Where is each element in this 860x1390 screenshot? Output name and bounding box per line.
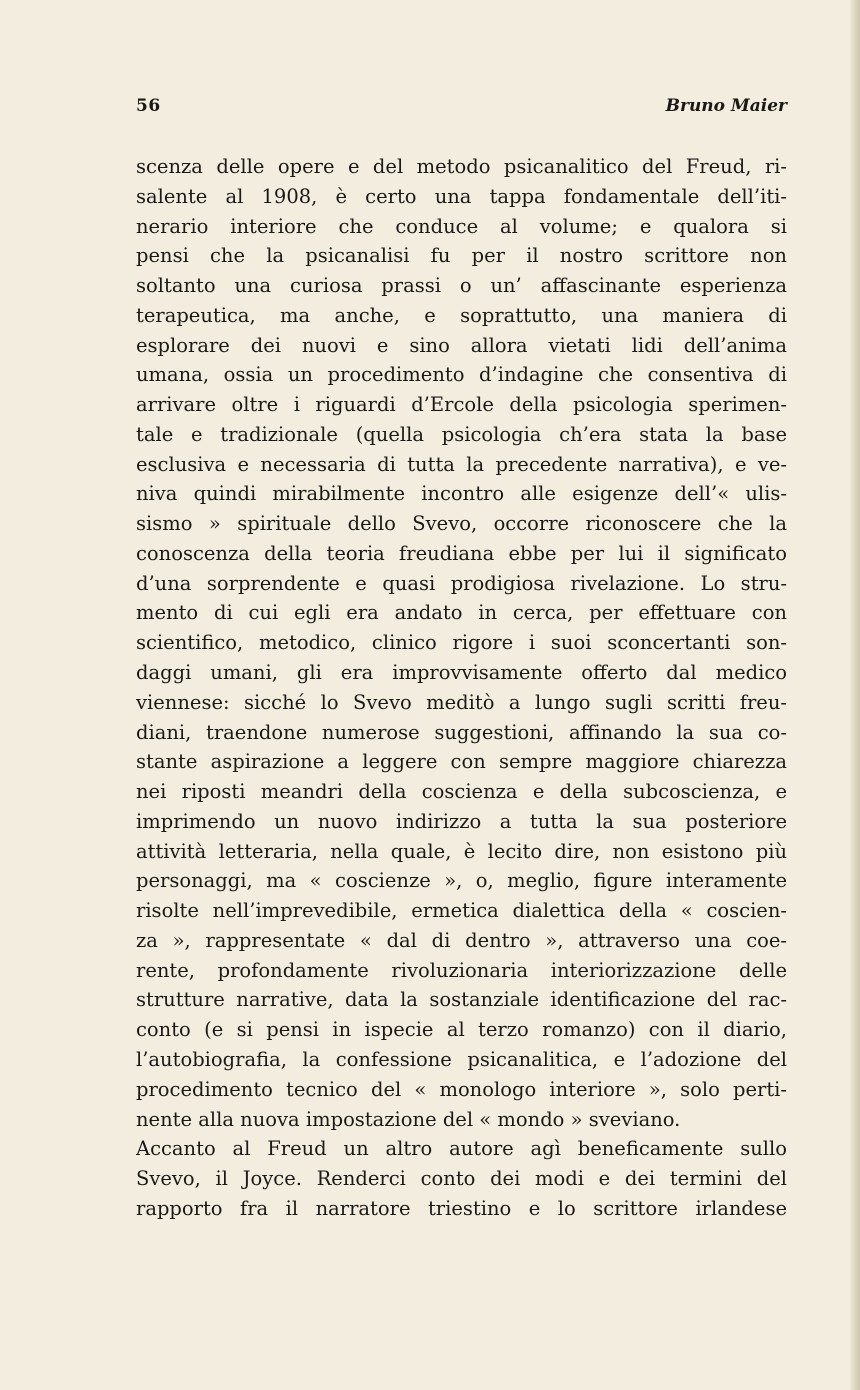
text-line: pensi che la psicanalisi fu per il nostro scrittore non [136,244,787,268]
text-line: diani, traendone numerose suggestioni, affinando la sua co- [136,720,787,744]
text-line: esplorare dei nuovi e sino allora vietati lidi dell’anima [136,333,787,357]
text-line: daggi umani, gli era improvvisamente offerto dal medico [136,661,787,685]
text-line: strutture narrative, data la sostanziale identificazione del rac- [136,988,787,1012]
text-line: nerario interiore che conduce al volume; e qualora si [136,214,787,238]
text-line: niva quindi mirabilmente incontro alle esigenze dell’« ulis- [136,482,787,506]
page-edge-shadow [850,0,860,1390]
text-line: soltanto una curiosa prassi o un’ affascinante esperienza [136,274,787,298]
text-line: esclusiva e necessaria di tutta la precedente narrativa), e ve- [136,452,787,476]
text-line: rente, profondamente rivoluzionaria interiorizzazione delle [136,958,787,982]
text-line: arrivare oltre i riguardi d’Ercole della psicologia sperimen- [136,393,787,417]
text-line: conoscenza della teoria freudiana ebbe per lui il significato [136,541,787,565]
text-line: rapporto fra il narratore triestino e lo scrittore irlandese [136,1196,787,1220]
text-line: risolte nell’imprevedibile, ermetica dialettica della « coscien- [136,899,787,923]
text-line: salente al 1908, è certo una tappa fondamentale dell’iti- [136,184,787,208]
text-line: nei riposti meandri della coscienza e della subcoscienza, e [136,780,787,804]
text-line: umana, ossia un procedimento d’indagine che consentiva di [136,363,787,387]
text-line: Svevo, il Joyce. Renderci conto dei modi e dei termini del [136,1167,787,1191]
body-text [136,152,787,1224]
text-line: stante aspirazione a leggere con sempre maggiore chiarezza [136,750,787,774]
text-line: za », rappresentate « dal di dentro », attraverso una coe- [136,928,787,952]
text-line: viennese: sicché lo Svevo meditò a lungo sugli scritti freu- [136,690,787,714]
text-line: tale e tradizionale (quella psicologia ch’era stata la base [136,422,787,446]
text-line: sismo » spirituale dello Svevo, occorre riconoscere che la [136,512,787,536]
text-line: personaggi, ma « coscienze », o, meglio, figure interamente [136,869,787,893]
text-line: attività letteraria, nella quale, è lecito dire, non esistono più [136,839,787,863]
text-line: Accanto al Freud un altro autore agì beneficamente sullo [136,1137,787,1161]
text-line: procedimento tecnico del « monologo interiore », solo perti- [136,1077,787,1101]
text-line: scenza delle opere e del metodo psicanalitico del Freud, ri- [136,155,787,178]
text-line: imprimendo un nuovo indirizzo a tutta la sua posteriore [136,809,787,833]
page-number: 56 [136,96,161,116]
text-line: l’autobiografia, la confessione psicanalitica, e l’adozione del [136,1047,787,1071]
paragraph-end-line: nente alla nuova impostazione del « mondo » sveviano. [136,1107,681,1131]
text-line: conto (e si pensi in ispecie al terzo romanzo) con il diario, [136,1018,787,1042]
text-line: scientifico, metodico, clinico rigore i suoi sconcertanti son- [136,631,787,655]
page-header [136,96,787,124]
text-line: terapeutica, ma anche, e soprattutto, una maniera di [136,303,787,327]
running-head-author: Bruno Maier [665,96,787,116]
text-line: d’una sorprendente e quasi prodigiosa rivelazione. Lo stru- [136,571,787,595]
text-line: mento di cui egli era andato in cerca, per effettuare con [136,601,787,625]
